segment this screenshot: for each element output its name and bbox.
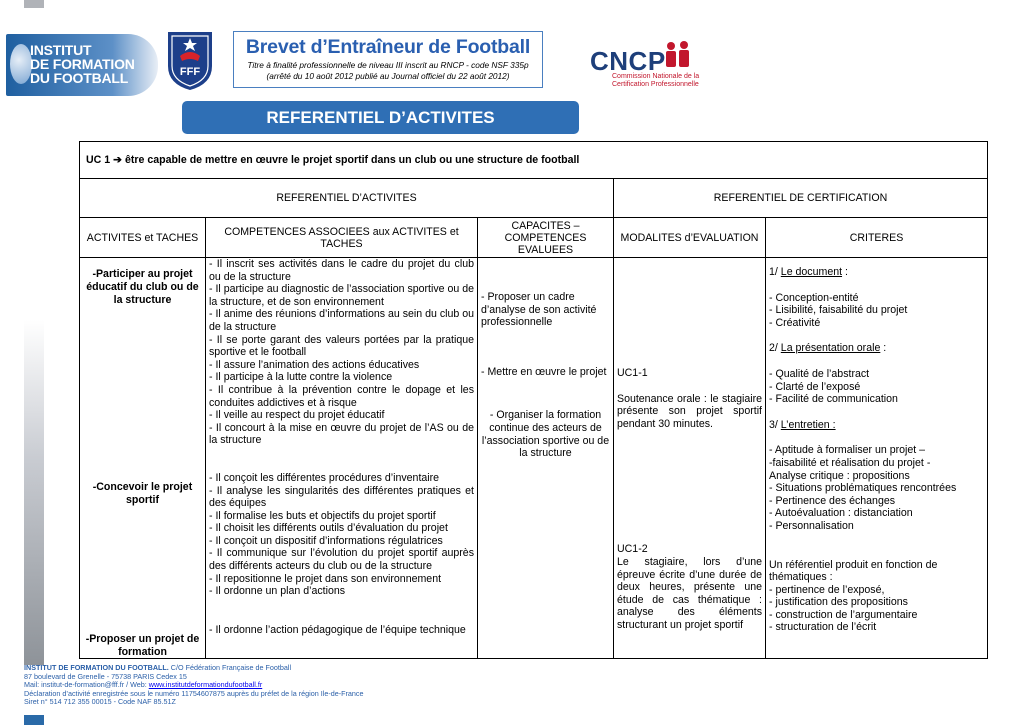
uc-code: UC 1: [86, 154, 111, 166]
people-icon: [662, 40, 694, 70]
critere-item: - pertinence de l’exposé,: [769, 583, 885, 596]
competence-item: - Il repositionne le projet dans son environnement: [209, 572, 442, 585]
institut-logo-line: INSTITUT: [30, 42, 92, 58]
institut-logo: [6, 34, 158, 96]
critere-num: 2/: [769, 342, 778, 355]
activity-item: -Proposer un projet de formation: [85, 633, 200, 658]
group-header-certification: REFERENTIEL DE CERTIFICATION: [614, 179, 988, 218]
title-box: [233, 31, 543, 88]
critere-section-title: L’entretien :: [780, 418, 836, 431]
competence-item: - Il assure l’animation des actions éducatives: [209, 358, 420, 371]
competence-item: - Il ordonne l’action pédagogique de l’équipe technique: [209, 623, 466, 636]
critere-item: Analyse critique : propositions: [769, 469, 910, 482]
footer-declaration: Déclaration d’activité enregistrée sous le numéro 11754607875 auprès du préfet de la région Ile-de-France: [24, 688, 364, 698]
critere-item: - Aptitude à formaliser un projet –: [769, 444, 926, 457]
critere-item: - structuration de l’écrit: [769, 621, 877, 634]
critere-item: - Pertinence des échanges: [769, 494, 896, 507]
critere-num: 3/: [769, 418, 778, 431]
competence-item: - Il participe au diagnostic de l’association sportive ou de la structure, et de son environnement: [209, 283, 474, 308]
competence-item: - Il inscrit ses activités dans le cadre du projet du club ou de la structure: [209, 258, 474, 283]
subtitle-line: Titre à finalité professionnelle de niveau III inscrit au RNCP - code NSF 335p: [247, 60, 529, 70]
footer-web-link[interactable]: www.institutdeformationdufootball.fr: [148, 680, 263, 689]
footer-address: 87 boulevard de Grenelle - 75738 PARIS Cedex 15: [24, 671, 187, 681]
modalites-cell: [614, 258, 766, 659]
competence-item: - Il participe à la lutte contre la violence: [209, 371, 393, 384]
critere-item: - Autoévaluation : distanciation: [769, 507, 913, 520]
column-header: MODALITES d’EVALUATION: [614, 218, 766, 258]
competence-item: - Il conçoit les différentes procédures d’inventaire: [209, 471, 440, 484]
activity-item: -Participer au projet éducatif du club ou de la structure: [86, 268, 199, 306]
cncp-logo: [590, 40, 705, 90]
cncp-logo-text: CNCP: [590, 46, 666, 76]
institut-logo-line: DU FOOTBALL: [30, 70, 129, 86]
competences-cell: [206, 258, 478, 659]
criteres-cell: 1/ Le document : - Conception-entité - Lisibilité, faisabilité du projet - Créativité 2/ La présentation orale : - Qualité de l’abstract - Clarté de l’exposé - Facilité de communication 3/ L’entretien : - Aptitude à formaliser un projet – -faisabilité et réalisation du projet - Analyse critique : propositions - Situations problématiques rencontrées - Pertinence des échanges - Autoévaluation : distanciation - Personnalisation Un référentiel produit en fonction de thématiques : - pertinence de l’exposé, - justification des propositions - construction de l’argumentaire - structuration de l’écrit: [766, 258, 988, 659]
critere-item: - Facilité de communication: [769, 393, 898, 406]
critere-item: -faisabilité et réalisation du projet -: [769, 456, 931, 469]
critere-item: - Qualité de l’abstract: [769, 367, 870, 380]
capacite-item: - Proposer un cadre d’analyse de son activité professionnelle: [481, 291, 597, 329]
footer-org: INSTITUT DE FORMATION DU FOOTBALL.: [24, 663, 169, 672]
critere-intro: Un référentiel produit en fonction de thématiques :: [769, 558, 938, 584]
critere-item: - Créativité: [769, 316, 821, 329]
competence-item: - Il analyse les singularités des différentes pratiques et des équipes: [209, 484, 474, 510]
column-header: COMPETENCES ASSOCIEES aux ACTIVITES et TACHES: [206, 218, 478, 258]
competence-item: - Il veille au respect du projet éducatif: [209, 409, 385, 422]
footer-siret: Siret n° 514 712 355 00015 - Code NAF 85.51Z: [24, 697, 176, 706]
competence-item: - Il concourt à la mise en œuvre du projet de l’AS ou de la structure: [209, 421, 474, 447]
referentiel-table: [79, 141, 988, 659]
competence-item: - Il ordonne un plan d’actions: [209, 585, 346, 598]
column-header: ACTIVITES et TACHES: [80, 218, 206, 258]
uc-header: [80, 142, 988, 179]
competence-item: - Il anime des réunions d’informations au sein du club ou de la structure: [209, 308, 474, 333]
activities-cell: [80, 258, 206, 659]
capacite-item: - Organiser la formation continue des acteurs de l’association sportive ou de la structure: [481, 409, 610, 460]
critere-item: - Clarté de l’exposé: [769, 380, 861, 393]
critere-num: 1/: [769, 266, 778, 278]
page-title: Brevet d’Entraîneur de Football: [245, 36, 531, 58]
section-banner: REFERENTIEL D’ACTIVITES: [182, 101, 579, 134]
critere-item: - Situations problématiques rencontrées: [769, 482, 957, 495]
competence-item: - Il contribue à la prévention contre le dopage et les conduites addictives et à risque: [209, 383, 474, 409]
critere-item: - Lisibilité, faisabilité du projet: [769, 304, 908, 317]
footer-org-rest: C/O Fédération Française de Football: [168, 663, 292, 672]
critere-section-title: La présentation orale: [780, 342, 881, 355]
side-stripe-bottom: [24, 715, 44, 725]
competence-item: - Il choisit les différents outils d’évaluation du projet: [209, 522, 448, 535]
capacites-cell: [478, 258, 614, 659]
cncp-sub-line: Certification Professionnelle: [612, 81, 699, 88]
subtitle-line: (arrêté du 10 août 2012 publié au Journal officiel du 22 août 2012): [266, 71, 510, 81]
column-header: CRITERES: [766, 218, 988, 258]
ball-icon: [10, 44, 32, 84]
competence-item: - Il formalise les buts et objectifs du projet sportif: [209, 509, 436, 522]
group-header-activites: REFERENTIEL D’ACTIVITES: [80, 179, 614, 218]
institut-logo-line: DE FORMATION: [30, 56, 135, 72]
footer: [24, 664, 363, 707]
modalite-code: UC1-2: [617, 543, 648, 556]
uc-title: être capable de mettre en œuvre le projet sportif dans un club ou une structure de football: [124, 154, 580, 166]
critere-item: - Personnalisation: [769, 519, 854, 532]
competence-item: - Il communique sur l’évolution du projet sportif auprès des différents acteurs du club ou de la structure: [209, 547, 474, 573]
fff-letters: FFF: [179, 66, 201, 78]
modalite-code: UC1-1: [617, 367, 648, 379]
capacite-item: - Mettre en œuvre le projet: [481, 365, 607, 378]
modalite-text: Le stagiaire, lors d’une épreuve écrite d’une durée de deux heures, présente une étude de cas thématique : analyse des éléments structurant un projet sportif: [617, 555, 762, 631]
side-stripe-top: [24, 0, 44, 8]
column-header: CAPACITES – COMPETENCES EVALUEES: [478, 218, 614, 258]
critere-section-title: Le document: [780, 266, 843, 278]
modalite-text: Soutenance orale : le stagiaire présente son projet sportif pendant 30 minutes.: [617, 392, 762, 430]
fff-crest-icon: [162, 28, 218, 92]
critere-item: - justification des propositions: [769, 596, 908, 609]
cncp-sub-line: Commission Nationale de la: [612, 73, 700, 80]
competence-item: - Il se porte garant des valeurs portées par la pratique sportive et le football: [209, 333, 474, 359]
critere-item: - Conception-entité: [769, 291, 859, 304]
arrow-right-icon: ➔: [113, 154, 122, 166]
activity-item: -Concevoir le projet sportif: [92, 481, 193, 506]
footer-mail: Mail: institut-de-formation@fff.fr / Web:: [24, 680, 149, 689]
side-stripe: [24, 320, 44, 665]
critere-item: - construction de l’argumentaire: [769, 608, 918, 621]
competence-item: - Il conçoit un dispositif d’informations régulatrices: [209, 534, 443, 547]
